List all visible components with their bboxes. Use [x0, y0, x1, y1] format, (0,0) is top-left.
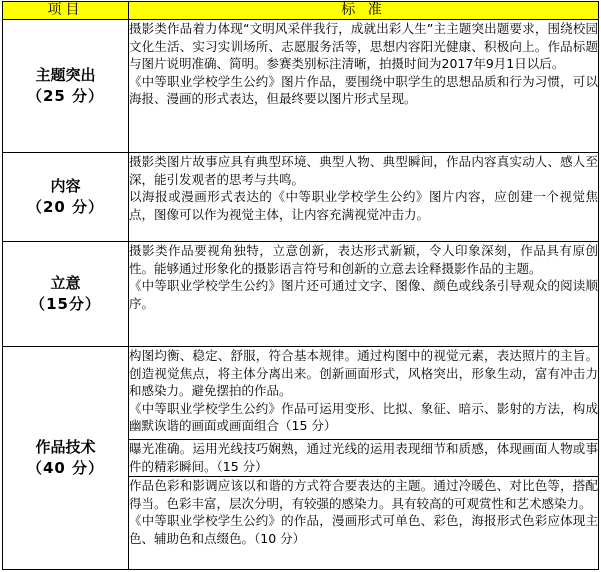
standard-paragraph: 作品色彩和影调应该以和谐的方式符合要表达的主题。通过冷暖色、对比色等，搭配得当。色彩丰富，层次分明，有较强的感染力。具有较高的可观赏性和艺术感染力。 — [129, 478, 598, 511]
standard-cell — [129, 20, 599, 153]
standard-paragraph: 摄影类图片故事应具有典型环境、典型人物、典型瞬间，作品内容真实动人、感人至深，能引发观者的思考与共鸣。 — [129, 154, 598, 187]
standard-paragraph: 《中等职业学校学生公约》图片作品，要围绕中职学生的思想品质和行为习惯，可以海报、漫画的形式表达，但最终要以图片形式呈现。 — [129, 73, 598, 106]
standard-paragraph: 构图均衡、稳定、舒服，符合基本规律。通过构图中的视觉元素，表达照片的主旨。创造视觉焦点，将主体分离出来。创新画面形式，风格突出，形象生动，富有冲击力和感染力。避免摆拍的作品。 — [129, 348, 598, 398]
scoring-rubric-table — [2, 1, 599, 570]
header-item: 项目 — [3, 2, 129, 20]
item-cell — [3, 347, 129, 570]
standard-paragraph: 摄影类作品要视角独特，立意创新，表达形式新颖，令人印象深刻，作品具有原创性。能够通过形象化的摄影语言符号和创新的立意去诠释摄影作品的主题。 — [129, 243, 598, 276]
header-row — [3, 2, 599, 20]
standard-paragraph: 《中等职业学校学生公约》图片还可通过文字、图像、颜色或线条引导观众的阅读顺序。 — [129, 278, 598, 311]
item-cell — [3, 20, 129, 153]
row-content — [3, 153, 599, 242]
item-label: 内容 — [50, 177, 81, 195]
standard-paragraph: 《中等职业学校学生公约》作品可运用变形、比拟、象征、暗示、影射的方法，构成幽默诙谐的画面或画面组合（15 分） — [129, 400, 598, 433]
row-technique-composition — [3, 347, 599, 440]
row-theme — [3, 20, 599, 153]
item-points: （25 分） — [26, 87, 105, 105]
standard-paragraph: 《中等职业学校学生公约》的作品，漫画形式可单色、彩色，海报形式色彩应体现主色、辅助色和点缀色。（10 分） — [129, 513, 598, 546]
standard-paragraph: 摄影类作品着力体现“文明风采伴我行，成就出彩人生”主主题突出题要求，围绕校园文化生活、实习实训场所、志愿服务活等，思想内容阳光健康、积极向上。作品标题与图片说明准确、简明。参赛类别标注清晰，拍摄时间为2017年9月1日以后。 — [129, 21, 598, 71]
item-points: （20 分） — [26, 198, 105, 216]
item-points: （15分） — [30, 295, 101, 313]
item-label: 作品技术 — [35, 438, 96, 456]
standard-paragraph: 以海报或漫画形式表达的《中等职业学校学生公约》图片内容，应创建一个视觉焦点，图像可以作为视觉主体，让内容充满视觉冲击力。 — [129, 189, 598, 222]
item-cell — [3, 153, 129, 242]
item-label: 主题突出 — [35, 66, 96, 84]
standard-cell — [129, 242, 599, 347]
row-concept — [3, 242, 599, 347]
item-points: （40 分） — [26, 459, 105, 477]
item-label: 立意 — [50, 274, 81, 292]
standard-paragraph: 曝光准确。运用光线技巧娴熟，通过光线的运用表现细节和质感，体现画面人物或事件的精彩瞬间。（15 分） — [129, 441, 598, 474]
header-standard: 标 准 — [129, 2, 599, 20]
standard-cell — [129, 153, 599, 242]
standard-cell — [129, 347, 599, 440]
standard-cell — [129, 477, 599, 570]
standard-cell — [129, 440, 599, 477]
item-cell — [3, 242, 129, 347]
